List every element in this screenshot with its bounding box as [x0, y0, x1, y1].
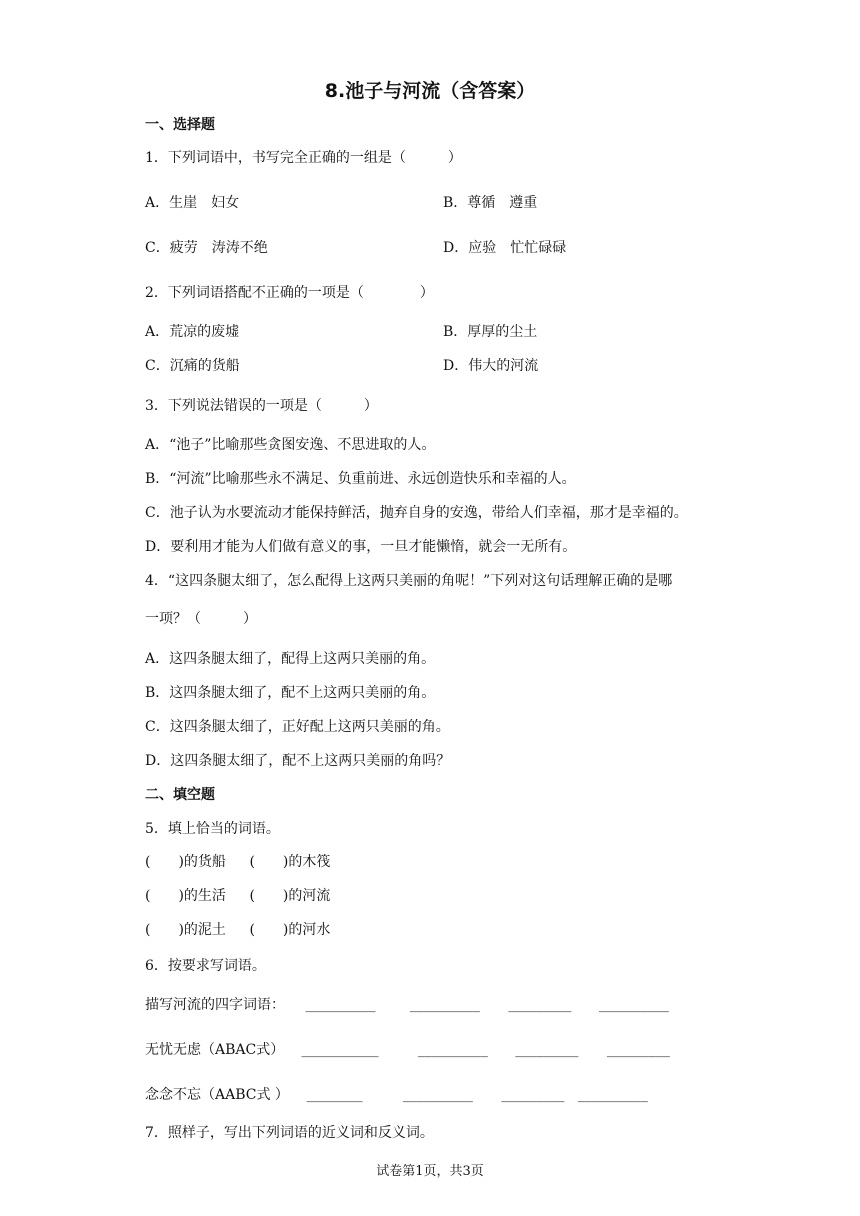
section-heading-fill: 二、填空题 [145, 787, 215, 803]
answer-blank: ___________ [301, 1042, 379, 1058]
question-2-option-d: D．伟大的河流 [443, 358, 539, 374]
question-2-option-a: A．荒凉的废墟 [145, 324, 240, 340]
question-1-option-b: B．尊循 遵重 [443, 195, 538, 211]
answer-blank: __________ [409, 997, 480, 1013]
question-6-row-3 [145, 1084, 648, 1104]
row-label: 念念不忘（AABC式 ） [145, 1087, 289, 1103]
question-6-row-1 [145, 994, 669, 1014]
question-4-stem-line-1: 4．“这四条腿太细了，怎么配得上这两只美丽的角呢！”下列对这句话理解正确的是哪 [145, 573, 673, 589]
question-1-option-d: D．应验 忙忙碌碌 [443, 240, 567, 256]
question-2-option-b: B．厚厚的尘土 [443, 324, 538, 340]
answer-blank: __________ [577, 1087, 648, 1103]
question-5-row-2 [145, 885, 330, 905]
question-3-option-a: A．“池子”比喻那些贪图安逸、不思进取的人。 [145, 437, 436, 453]
question-2-stem: 2．下列词语搭配不正确的一项是（ ） [145, 285, 434, 301]
question-4-option-d: D．这四条腿太细了，配不上这两只美丽的角吗？ [145, 753, 451, 769]
answer-blank: __________ [417, 1042, 488, 1058]
question-1-stem: 1．下列词语中，书写完全正确的一组是（ ） [145, 150, 462, 166]
fill-item: ( )的泥土 [145, 922, 226, 938]
question-5-row-1 [145, 851, 330, 871]
answer-blank: _________ [501, 1087, 565, 1103]
row-label: 无忧无虑（ABAC式） [145, 1042, 285, 1058]
question-3-option-b: B．“河流”比喻那些永不满足、负重前进、永远创造快乐和幸福的人。 [145, 471, 576, 487]
page-title: 8.池子与河流（含答案） [324, 80, 536, 102]
question-4-option-b: B．这四条腿太细了，配不上这两只美丽的角。 [145, 685, 436, 701]
row-label: 描写河流的四字词语： [145, 997, 285, 1013]
answer-blank: _________ [606, 1042, 670, 1058]
question-6-stem: 6．按要求写词语。 [145, 958, 266, 974]
answer-blank: __________ [305, 997, 376, 1013]
question-3-option-c: C．池子认为水要流动才能保持鲜活，抛弃自身的安逸，带给人们幸福，那才是幸福的。 [145, 505, 688, 521]
page-footer: 试卷第1页，共3页 [376, 1164, 484, 1179]
question-2-option-c: C．沉痛的货船 [145, 358, 240, 374]
question-3-stem: 3．下列说法错误的一项是（ ） [145, 398, 378, 414]
answer-blank: __________ [598, 997, 669, 1013]
question-1-option-a: A．生崖 妇女 [145, 195, 240, 211]
answer-blank: _________ [515, 1042, 579, 1058]
question-7-stem: 7．照样子，写出下列词语的近义词和反义词。 [145, 1125, 434, 1141]
section-heading-choice: 一、选择题 [145, 117, 215, 133]
question-4-option-a: A．这四条腿太细了，配得上这两只美丽的角。 [145, 651, 436, 667]
fill-item: ( )的货船 [145, 854, 226, 870]
question-1-option-c: C．疲劳 涛涛不绝 [145, 240, 268, 256]
answer-blank: _________ [508, 997, 572, 1013]
question-4-stem-line-2: 一项？（ ） [145, 611, 257, 627]
question-5-row-3 [145, 919, 330, 939]
question-6-row-2 [145, 1039, 670, 1059]
question-3-option-d: D．要利用才能为人们做有意义的事，一旦才能懒惰，就会一无所有。 [145, 539, 577, 555]
question-5-stem: 5．填上恰当的词语。 [145, 821, 280, 837]
question-4-option-c: C．这四条腿太细了，正好配上这两只美丽的角。 [145, 719, 450, 735]
answer-blank: __________ [402, 1087, 473, 1103]
fill-item: ( )的河水 [249, 922, 331, 938]
fill-item: ( )的木筏 [249, 854, 331, 870]
answer-blank: ________ [306, 1087, 363, 1103]
fill-item: ( )的河流 [249, 888, 331, 904]
fill-item: ( )的生活 [145, 888, 226, 904]
